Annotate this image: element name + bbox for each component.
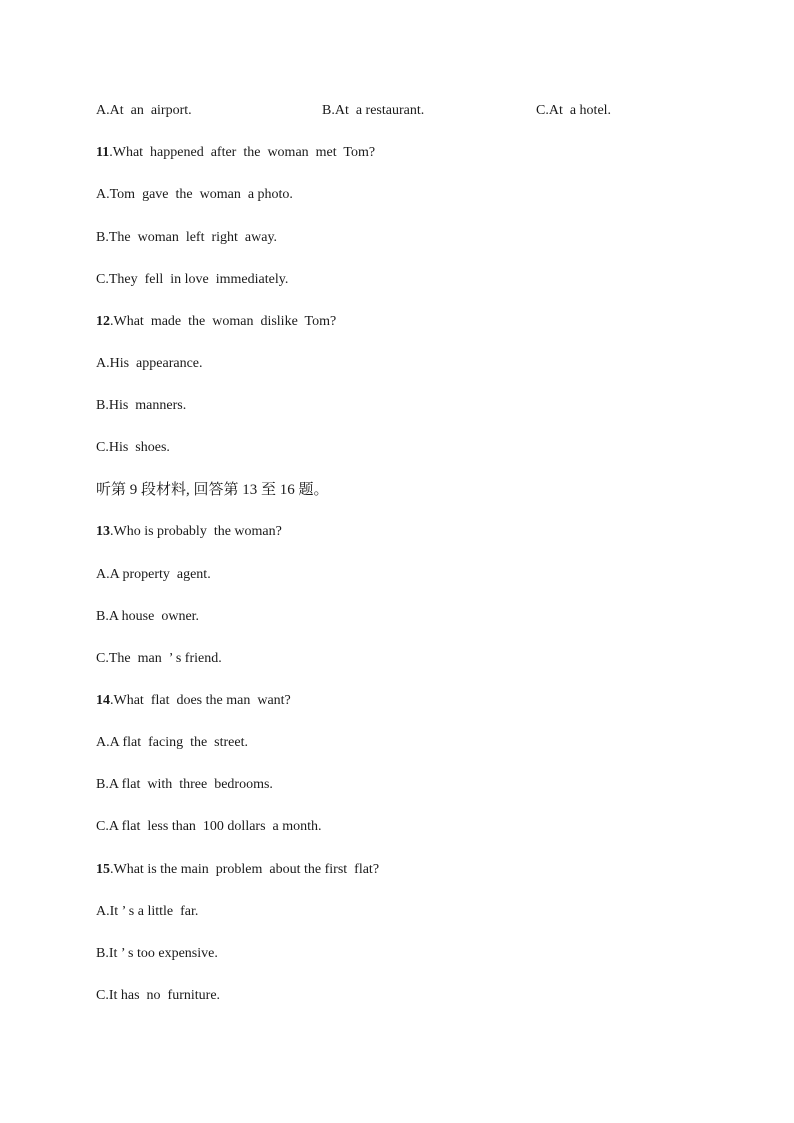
question-number: 12 [96, 314, 110, 329]
question-number: 14 [96, 693, 110, 708]
question-text: .What flat does the man want? [110, 693, 291, 708]
question-text: .Who is probably the woman? [110, 524, 282, 539]
question-14 [96, 692, 291, 710]
option-a: A.His appearance. [96, 356, 203, 371]
option-c: C.They fell in love immediately. [96, 272, 289, 287]
option-c: C.The man ’ s friend. [96, 651, 222, 666]
option-b: B.A house owner. [96, 609, 200, 624]
question-number: 13 [96, 524, 110, 539]
question-number: 11 [96, 145, 110, 160]
option-a: A.At an airport. [96, 103, 192, 118]
question-text: .What made the woman dislike Tom? [110, 314, 337, 329]
section-header: 听第 9 段材料, 回答第 13 至 16 题。 [96, 482, 329, 498]
question-11 [96, 144, 375, 162]
question-text: .What is the main problem about the first flat? [110, 862, 380, 877]
option-c: C.It has no furniture. [96, 988, 221, 1003]
option-c: C.His shoes. [96, 440, 170, 455]
option-b: B.The woman left right away. [96, 230, 278, 245]
option-b: B.His manners. [96, 398, 187, 413]
option-c: C.At a hotel. [536, 103, 612, 118]
question-text: .What happened after the woman met Tom? [109, 145, 376, 160]
option-c: C.A flat less than 100 dollars a month. [96, 819, 322, 834]
option-a: A.It ’ s a little far. [96, 904, 199, 919]
option-a: A.A property agent. [96, 567, 211, 582]
option-a: A.Tom gave the woman a photo. [96, 187, 293, 202]
option-b: B.A flat with three bedrooms. [96, 777, 273, 792]
option-b: B.It ’ s too expensive. [96, 946, 218, 961]
question-15 [96, 861, 379, 879]
question-number: 15 [96, 862, 110, 877]
question-12 [96, 313, 336, 331]
option-a: A.A flat facing the street. [96, 735, 249, 750]
option-b: B.At a restaurant. [322, 103, 425, 118]
question-13 [96, 523, 282, 541]
